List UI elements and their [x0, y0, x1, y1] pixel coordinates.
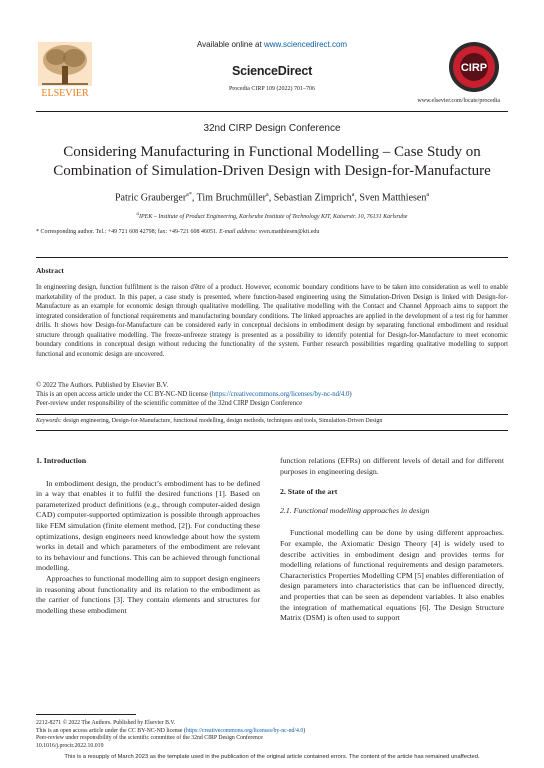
footer-doi[interactable]: 10.1016/j.procir.2022.10.019 — [36, 743, 104, 750]
corresponding-author — [36, 229, 319, 235]
footer-block — [36, 720, 508, 751]
footer-license-suffix: ) — [303, 727, 306, 734]
keywords-top-rule — [36, 414, 508, 415]
conference-name: 32nd CIRP Design Conference — [203, 123, 341, 134]
license-link[interactable]: https://creativecommons.org/licenses/by-nc-nd/4.0 — [211, 391, 350, 398]
keywords-label: Keywords: — [36, 418, 62, 424]
section-1-heading: 1. Introduction — [36, 456, 87, 465]
author-4: , Sven Matthiesen — [354, 192, 427, 204]
footnote-rule — [36, 714, 136, 715]
author-2: , Tim Bruchmüller — [191, 192, 267, 204]
state-of-art-paragraph-1: Functional modelling can be done by using different approaches. For example, the Axiomatic Design Theory [4] is widely used to describe activities in embodiment design and provides terms for modelling relations of functional requirements and design parameters. Characteristics Properties Modelling CPM [5] enables differentiation of design parameters into characteristics that can be influenced directly, and properties that can be seen as dependent variables. It also enables the integration of mathematical equations [6]. The Design Structure Matrix (DSM) is often used to support — [280, 528, 504, 623]
abstract-heading: Abstract — [36, 266, 64, 275]
right-paragraph-0: function relations (EFRs) on different levels of detail and for different purposes in engineering design. — [280, 456, 504, 476]
sciencedirect-link[interactable]: www.sciencedirect.com — [263, 40, 348, 49]
license-prefix: This is an open access article under the CC BY-NC-ND license ( — [36, 391, 212, 398]
title-line-1: Considering Manufacturing in Functional Modelling – Case Study on — [63, 144, 481, 160]
keywords-bottom-rule — [36, 430, 508, 431]
abstract-top-rule — [36, 257, 508, 258]
cirp-wordmark: CIRP — [460, 62, 488, 74]
subsection-2-1-heading: 2.1. Functional modelling approaches in design — [280, 505, 430, 515]
resupply-note: This is a resupply of March 2023 as the template used in the publication of the original article contained errors. The content of the article has remained unaffected. — [64, 754, 480, 760]
intro-paragraph-2: Approaches to functional modelling aim to support design engineers in reasoning about functionality and its relation to the embodiment as the carrier of functions [3]. They contain elements and structures for modelling these embodiment — [36, 573, 260, 615]
abstract-body: In engineering design, function fulfilment is the raison d'être of a product. However, economic boundary conditions have to be taken into consideration as well to enable marketability of the product. In this paper, a case study is presented, where function-based engineering using the Simulation-Driven Design is linked with Design-for-Manufacture as an example for economic design through qualitative modelling. The qualitative modelling with the Contact and Channel Approach aims to support the integrated consideration of functional requirements and manufacturing boundary conditions. The linked approaches are applied in the development of a test rig for hammer drills. It shows how Design-for-Manufacture can be considered early in conceptual decisions in embodiment design by separating functional embodiment and residual structure through qualitative modelling. The freeze-unfreeze strategy is presented as a possibility to identify potential for Design-for-Manufacture to meet economic boundary conditions in conceptual design without reducing the functionality of the system. Further research possibilities regarding qualitative modelling to support functional and economic design are uncovered. — [36, 284, 508, 358]
left-column — [36, 456, 260, 616]
author-1-sup: a* — [186, 192, 192, 198]
author-4-sup: a — [426, 192, 430, 198]
keywords — [36, 418, 508, 424]
author-2-sup: a — [266, 192, 269, 198]
footer-issn: 2212-8271 © 2022 The Authors. Published by Elsevier B.V. — [36, 720, 176, 726]
peer-review-line: Peer-review under responsibility of the scientific committee of the 32nd CIRP Design Conference — [36, 400, 303, 407]
corresponding-text: * Corresponding author. Tel.: +49 721 608 42798; fax: +49-721 608 46051. — [36, 229, 220, 235]
footer-peer-review: Peer-review under responsibility of the scientific committee of the 32nd CIRP Design Conference — [36, 735, 263, 742]
journal-reference: Procedia CIRP 109 (2022) 701–706 — [228, 86, 316, 92]
author-list — [0, 192, 544, 203]
elsevier-wordmark: ELSEVIER — [41, 88, 89, 99]
available-prefix: Available online at — [196, 40, 264, 49]
author-3-sup: a — [351, 192, 355, 198]
email-address[interactable]: sven.matthiesen@kit.edu — [257, 229, 320, 235]
affiliation — [0, 212, 544, 220]
copyright-block — [36, 381, 508, 408]
journal-homepage-link[interactable]: www.elsevier.com/locate/procedia — [417, 98, 500, 104]
copyright-line: © 2022 The Authors. Published by Elsevier B.V. — [36, 382, 169, 389]
paper-title — [50, 143, 494, 181]
header-rule — [36, 111, 508, 112]
author-3: , Sebastian Zimprich — [268, 192, 352, 204]
author-1: Patric Grauberger — [114, 192, 187, 204]
footer-license-prefix: This is an open access article under the CC BY-NC-ND license ( — [36, 727, 186, 734]
keywords-text: design engineering, Design-for-Manufacture, functional modelling, design methods, techniques and tools, Simulation-Driven Design — [61, 418, 383, 424]
brand-name: ScienceDirect — [231, 64, 313, 78]
affiliation-sup: a — [136, 212, 140, 217]
title-line-2: Combination of Simulation-Driven Design with Design-for-Manufacture — [53, 163, 491, 179]
email-label: E-mail address: — [219, 229, 258, 235]
intro-paragraph-1: In embodiment design, the product’s embodiment has to be defined in a way that enables it to fulfil the desired functions [1]. Based on parameterized product definitions (e.g., through computer-aided design CAD) computer-supported optimization is possible through approaches like FEM simulation (finite element method, [2]). For conducting these optimizations, design engineers need knowledge about how the system works in detail and which parameters of the embodiment are relevant to its behaviour and functions. This can be achieved through functional modelling. — [36, 478, 260, 573]
license-suffix: ) — [349, 391, 352, 398]
affiliation-text: IPEK – Institute of Product Engineering, Karlsruhe Institute of Technology KIT, Kaiserstr. 10, 76131 Karlsruhe — [139, 214, 408, 220]
section-2-heading: 2. State of the art — [280, 487, 338, 497]
footer-license-link[interactable]: https://creativecommons.org/licenses/by-nc-nd/4.0 — [185, 727, 304, 734]
right-column — [280, 456, 504, 624]
available-online — [0, 40, 544, 49]
license-line — [36, 390, 508, 399]
